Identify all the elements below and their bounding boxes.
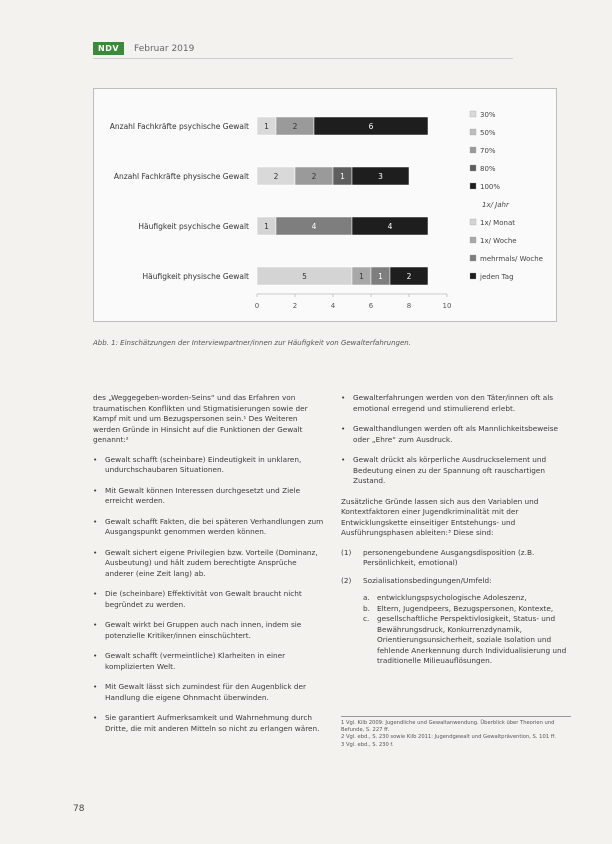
page-header — [93, 42, 194, 55]
legend-label: 80% — [480, 165, 496, 173]
legend-swatch — [470, 147, 476, 153]
category-label: Häufigkeit psychische Gewalt — [138, 222, 249, 231]
sub-item-letter: b. — [363, 603, 370, 613]
bullet-item: • Gewalt schafft Fakten, die bei späteren Verhandlungen zum Ausgangspunkt genommen werden können. — [93, 517, 326, 538]
item-number: (2) — [341, 575, 352, 585]
data-label: 1 — [264, 122, 269, 131]
ndv-logo: NDV — [93, 42, 124, 55]
category-label: Anzahl Fachkräfte psychische Gewalt — [109, 122, 249, 131]
footnote: 3 Vgl. ebd., S. 230 f. — [341, 741, 394, 748]
legend-swatch — [470, 255, 476, 261]
left-bullet-list — [93, 455, 326, 735]
sub-item — [363, 593, 571, 604]
right-bullet-list — [341, 393, 571, 487]
bullet-item: • Sie garantiert Aufmerksamkeit und Wahrnehmung durch Dritte, die mit anderen Mitteln so nicht zu erlangen wären. — [93, 713, 326, 734]
data-label: 2 — [292, 122, 298, 131]
legend-swatch — [470, 219, 476, 225]
left-column — [93, 393, 326, 744]
category-label: Anzahl Fachkräfte physische Gewalt — [113, 172, 249, 181]
bullet-item: • Gewalt sichert eigene Privilegien bzw. Vorteile (Dominanz, Ausbeutung) und hält zudem berechtigte Ansprüche anderer (eine Zeit lang) ab. — [93, 548, 326, 580]
bullet-item: • Gewalt schafft (scheinbare) Eindeutigkeit in unklaren, undurchschaubaren Situationen. — [93, 455, 326, 476]
header-rule — [93, 58, 513, 59]
data-label: 6 — [368, 122, 374, 131]
bullet-item: • Die (scheinbare) Effektivität von Gewalt braucht nicht begründet zu werden. — [93, 589, 326, 610]
legend-swatch — [470, 273, 476, 279]
data-label: 1 — [378, 272, 383, 281]
x-tick-label: 0 — [254, 302, 260, 310]
data-label: 4 — [387, 222, 393, 231]
x-tick-label: 2 — [292, 302, 298, 310]
x-tick-label: 6 — [368, 302, 374, 310]
sub-item — [363, 604, 571, 615]
bullet-item: • Gewalthandlungen werden oft als Mannlichkeitsbeweise oder „Ehre“ zum Ausdruck. — [341, 424, 571, 445]
legend-swatch — [470, 183, 476, 189]
category-label: Häufigkeit physische Gewalt — [142, 272, 249, 281]
sub-item-text: entwicklungspsychologische Adoleszenz, — [377, 593, 527, 602]
data-label: 1 — [264, 222, 269, 231]
data-label: 3 — [378, 172, 383, 181]
legend-swatch — [470, 129, 476, 135]
data-label: 1 — [359, 272, 364, 281]
right-column — [341, 393, 571, 667]
legend-label: 1x/ Woche — [480, 237, 517, 245]
bullet-item: • Gewalterfahrungen werden von den Täter/innen oft als emotional erregend und stimulierend erlebt. — [341, 393, 571, 414]
intro-paragraph: des „Weggegeben-worden-Seins“ und das Erfahren von traumatischen Konflikten und Stigmatisierungen sowie der Kampf mit und um Bezugspersonen sein.¹ Des Weiteren werden Gründe in Hinsicht auf die Funktionen der Gewalt genannt:² — [93, 393, 308, 444]
legend-label: 1x/ Monat — [480, 219, 515, 227]
x-tick-label: 4 — [330, 302, 336, 310]
bullet-item: • Gewalt drückt als körperliche Ausdruckselement und Bedeutung einen zu der Spannung oft rauschartigen Zustand. — [341, 455, 571, 487]
figure-caption: Abb. 1: Einschätzungen der Interviewpartner/innen zur Häufigkeit von Gewalterfahrungen. — [93, 339, 411, 347]
bullet-item: • Gewalt schafft (vermeintliche) Klarheiten in einer komplizierten Welt. — [93, 651, 326, 672]
legend-label: 30% — [480, 111, 496, 119]
item-text: Sozialisationsbedingungen/Umfeld: — [363, 575, 492, 585]
bullet-item: • Mit Gewalt können Interessen durchgesetzt und Ziele erreicht werden. — [93, 486, 326, 507]
legend-label: 70% — [480, 147, 496, 155]
sub-item-letter: a. — [363, 593, 370, 602]
bullet-item: • Gewalt wirkt bei Gruppen auch nach innen, indem sie potenzielle Kritiker/innen einschüchtert. — [93, 620, 326, 641]
sub-item-text: Eltern, Jugendpeers, Bezugspersonen, Kontexte, — [377, 603, 554, 613]
data-label: 2 — [406, 272, 412, 281]
data-label: 2 — [311, 172, 317, 181]
x-tick-label: 8 — [406, 302, 412, 310]
numbered-item — [341, 576, 571, 587]
footnotes — [341, 716, 571, 749]
legend-label: 1x/ Jahr — [482, 201, 509, 209]
x-tick-label: 10 — [442, 302, 452, 310]
legend-swatch — [470, 111, 476, 117]
sub-item-text: gesellschaftliche Perspektivlosigkeit, Status- und Bewährungsdruck, Konkurrenzdynamik, Orientierungsunsicherheit, soziale Isolation und fehlende Anerkennung durch Individualisierung und traditionelle Milieuauflösungen. — [377, 614, 567, 665]
bullet-item: • Mit Gewalt lässt sich zumindest für den Augenblick der Handlung die eigene Ohnmacht überwinden. — [93, 682, 326, 703]
right-paragraph: Zusätzliche Gründe lassen sich aus den Variablen und Kontextfaktoren einer Jugendkriminalität mit der Entwicklungskette einseitiger Entstehungs- und Ausführungsphasen ableiten:³ Diese sind: — [341, 496, 539, 537]
sub-item-letter: c. — [363, 614, 370, 623]
data-label: 5 — [302, 272, 307, 281]
sub-list — [363, 593, 571, 667]
data-label: 4 — [311, 222, 317, 231]
numbered-list — [341, 548, 571, 587]
legend-label: 50% — [480, 129, 496, 137]
numbered-item — [341, 548, 571, 569]
footnote: 2 Vgl. ebd., S. 230 sowie Kilb 2011: Jugendgewalt und Gewaltprävention, S. 101 ff. — [341, 734, 556, 741]
stacked-bar-chart — [94, 89, 556, 321]
legend-swatch — [470, 165, 476, 171]
legend-label: mehrmals/ Woche — [480, 255, 543, 263]
legend-swatch — [470, 237, 476, 243]
item-text: personengebundene Ausgangsdisposition (z.B. Persönlichkeit, emotional) — [363, 547, 535, 567]
data-label: 1 — [340, 172, 345, 181]
footnote: 1 Vgl. Kilb 2009: Jugendliche und Gewaltanwendung. Überblick über Theorien und Befunde, S. 227 ff. — [341, 720, 555, 734]
sub-item — [363, 614, 571, 667]
legend-label: 100% — [480, 183, 501, 191]
item-number: (1) — [341, 547, 352, 557]
page-number: 78 — [73, 804, 85, 814]
chart-container — [93, 88, 557, 322]
legend-label: jeden Tag — [480, 273, 514, 281]
data-label: 2 — [273, 172, 279, 181]
header-issue: Februar 2019 — [134, 43, 195, 54]
